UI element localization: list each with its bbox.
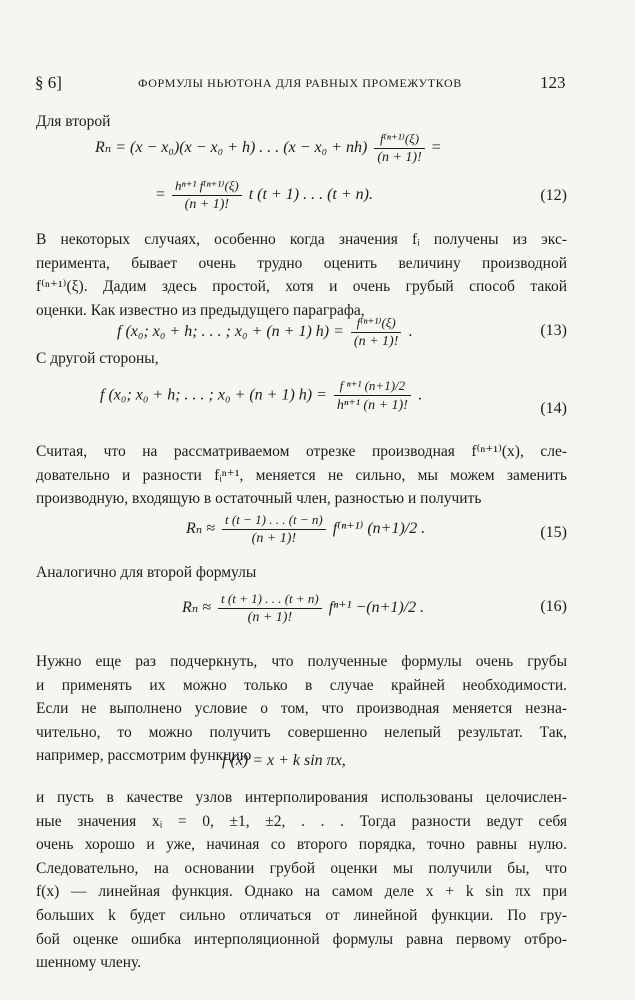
paragraph-1 — [36, 228, 567, 322]
paragraph-6 — [36, 786, 567, 975]
paragraph-6-line: больших k будет сильно отличаться от линейной функции. По гру- — [36, 906, 567, 924]
paragraph-3-line: Считая, что на рассматриваемом отрезке производная f⁽ⁿ⁺¹⁾(x), сле- — [36, 443, 567, 460]
equation-13 — [117, 315, 412, 350]
eq16-tail: fⁿ⁺¹ −(n+1)/2 . — [328, 599, 425, 617]
section-marker: § 6] — [35, 73, 62, 92]
equation-12-line-1 — [95, 131, 441, 166]
eq12-equals-start: = — [156, 186, 166, 204]
equation-number-13: (13) — [540, 322, 567, 339]
eq12-rest: t (t + 1) . . . (t + n). — [248, 186, 373, 204]
intro-text: Для второй — [36, 113, 111, 130]
paragraph-5-line: чительно, то можно получить совершенно нелепый результат. Так, — [36, 723, 567, 741]
paragraph-3 — [36, 440, 567, 511]
paragraph-6-line: ные значения xᵢ = 0, ±1, ±2, . . . Тогда разности ведут себя — [36, 812, 567, 830]
equation-number-15: (15) — [540, 524, 567, 541]
eq15-numerator: t (t − 1) . . . (t − n) — [222, 512, 326, 530]
paragraph-2: С другой стороны, — [36, 350, 159, 367]
paragraph-1-line: В некоторых случаях, особенно когда значения fᵢ получены из экс- — [36, 231, 567, 248]
eq16-lhs: Rₙ ≈ — [182, 599, 212, 617]
eq14-lhs: f (x₀; x₀ + h; . . . ; x₀ + (n + 1) h) = — [100, 386, 327, 404]
equation-number-12: (12) — [540, 187, 567, 204]
paragraph-6-line: шенному члену. — [36, 954, 142, 972]
paragraph-3-line: производную, входящую в остаточный член, разностью и получить — [36, 490, 482, 508]
eq13-fraction — [351, 315, 401, 350]
eq13-lhs: f (x₀; x₀ + h; . . . ; x₀ + (n + 1) h) = — [117, 323, 344, 341]
eq12-fraction-2 — [172, 178, 242, 213]
eq12-frac2-denominator: (n + 1)! — [184, 197, 230, 212]
paragraph-6-line: и пусть в качестве узлов интерполирования использованы целочислен- — [36, 789, 567, 806]
eq12-fraction-1 — [374, 131, 424, 166]
paragraph-6-line: очень хорошо и уже, начиная со второго порядка, точно равны нулю. — [36, 836, 567, 854]
eq14-fraction — [334, 378, 411, 414]
paragraph-4: Аналогично для второй формулы — [36, 564, 257, 581]
paragraph-5-line: Если не выполнено условие о том, что производная меняется незна- — [36, 700, 567, 718]
eq15-fraction — [222, 512, 326, 547]
eq16-numerator: t (t + 1) . . . (t + n) — [218, 591, 322, 609]
equation-16 — [182, 591, 424, 626]
equation-12-line-2 — [156, 178, 373, 213]
eq12-frac2-numerator: hⁿ⁺¹ f⁽ⁿ⁺¹⁾(ξ) — [172, 178, 242, 196]
paragraph-1-line: оценки. Как известно из предыдущего параграфа, — [36, 301, 365, 319]
paragraph-5 — [36, 650, 567, 768]
equation-number-16: (16) — [540, 598, 567, 615]
eq12-frac1-numerator: f⁽ⁿ⁺¹⁾(ξ) — [374, 131, 424, 149]
eq15-lhs: Rₙ ≈ — [186, 520, 216, 538]
eq12-frac1-denominator: (n + 1)! — [377, 150, 422, 165]
eq16-denominator: (n + 1)! — [247, 610, 293, 625]
paragraph-6-line: Следовательно, на основании грубой оценки мы получили бы, что — [36, 859, 567, 877]
eq14-numerator: f ⁿ⁺¹ (n+1)/2 — [334, 378, 411, 396]
paragraph-5-line: Нужно еще раз подчеркнуть, что полученные формулы очень грубы — [36, 653, 567, 670]
paragraph-1-line: f⁽ⁿ⁺¹⁾(ξ). Дадим здесь простой, хотя и очень грубый способ такой — [36, 278, 567, 296]
eq13-numerator: f⁽ⁿ⁺¹⁾(ξ) — [351, 315, 401, 333]
eq15-tail: f⁽ⁿ⁺¹⁾ (n+1)/2 . — [332, 520, 426, 538]
running-title: ФОРМУЛЫ НЬЮТОНА ДЛЯ РАВНЫХ ПРОМЕЖУТКОВ — [138, 76, 462, 90]
paragraph-6-line: бой оценке ошибка интерполяционной формулы равна первому отбро- — [36, 930, 567, 948]
eq16-fraction — [218, 591, 322, 626]
eq14-end: . — [417, 386, 422, 404]
page-number: 123 — [540, 73, 566, 92]
paragraph-1-line: перимента, бывает очень трудно оценить величину производной — [36, 254, 567, 272]
equation-number-14: (14) — [540, 400, 567, 417]
eq15-denominator: (n + 1)! — [251, 531, 297, 546]
paragraph-5-line: и применять их можно только в случае крайней необходимости. — [36, 676, 567, 694]
function-equation: f (x) = x + k sin πx, — [222, 752, 346, 769]
equation-15 — [186, 512, 425, 547]
eq14-denominator: hⁿ⁺¹ (n + 1)! — [336, 398, 408, 413]
eq13-end: . — [408, 323, 413, 341]
paragraph-3-line: довательно и разности fᵢⁿ⁺¹, меняется не сильно, мы можем заменить — [36, 466, 567, 484]
paragraph-6-line: f(x) — линейная функция. Однако на самом деле x + k sin πx при — [36, 883, 567, 901]
eq12-equals-end: = — [431, 139, 441, 157]
eq12-lhs: Rₙ = (x − x₀)(x − x₀ + h) . . . (x − x₀ + nh) — [95, 139, 368, 157]
paragraph-5-line: например, рассмотрим функцию — [36, 747, 252, 765]
equation-14 — [100, 378, 422, 414]
eq13-denominator: (n + 1)! — [353, 334, 399, 349]
